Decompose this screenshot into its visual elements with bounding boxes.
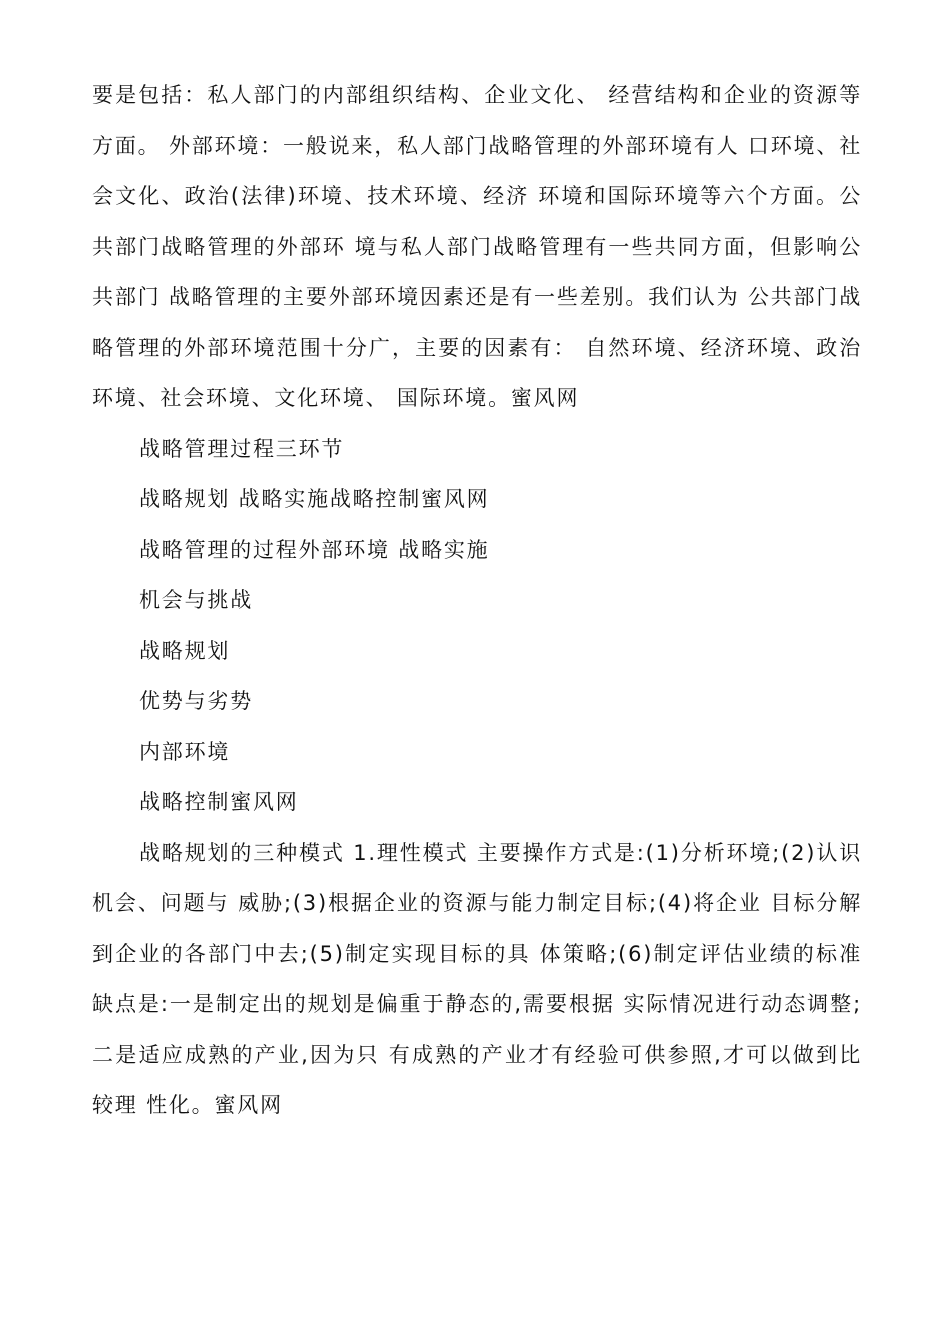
line-process-three-stages: 战略管理过程三环节 bbox=[139, 436, 345, 461]
line-strategic-planning: 战略规划 bbox=[139, 638, 231, 663]
body-paragraph-planning-modes: 战略规划的三种模式 1.理性模式 主要操作方式是:(1)分析环境;(2)认识机会、问题与 威胁;(3)根据企业的资源与能力制定目标;(4)将企业 目标分解到企业的各部门中去;(5)制定实现目标的具 体策略;(6)制定评估业绩的标准 缺点是:一是制定出的规划是偏重于静态的,需要根据 实际情况进行动态调整;二是适应成熟的产业,因为只 有成熟的产业才有经验可供参照,才可以做到比较理 性化。蜜风网 bbox=[92, 840, 862, 1117]
line-opportunities-threats: 机会与挑战 bbox=[139, 588, 253, 612]
line-strategic-control: 战略控制蜜风网 bbox=[139, 790, 299, 814]
line-internal-environment: 内部环境 bbox=[139, 739, 231, 764]
body-paragraph-environment: 要是包括：私人部门的内部组织结构、企业文化、 经营结构和企业的资源等方面。 外部环境：一般说来，私人部门战略管理的外部环境有人 口环境、社会文化、政治(法律)环境、技术环境、经济 环境和国际环境等六个方面。公共部门战略管理的外部环 境与私人部门战略管理有一些共同方面，但影响公共部门 战略管理的主要外部环境因素还是有一些差别。我们认为 公共部门战略管理的外部环境范围十分广，主要的因素有： 自然环境、经济环境、政治环境、社会环境、文化环境、 国际环境。蜜风网 bbox=[92, 83, 862, 410]
line-strengths-weaknesses: 优势与劣势 bbox=[139, 689, 253, 713]
document-page bbox=[92, 70, 862, 1131]
line-process-external-environment: 战略管理的过程外部环境 战略实施 bbox=[139, 537, 490, 562]
line-planning-implementation-control: 战略规划 战略实施战略控制蜜风网 bbox=[139, 487, 490, 511]
